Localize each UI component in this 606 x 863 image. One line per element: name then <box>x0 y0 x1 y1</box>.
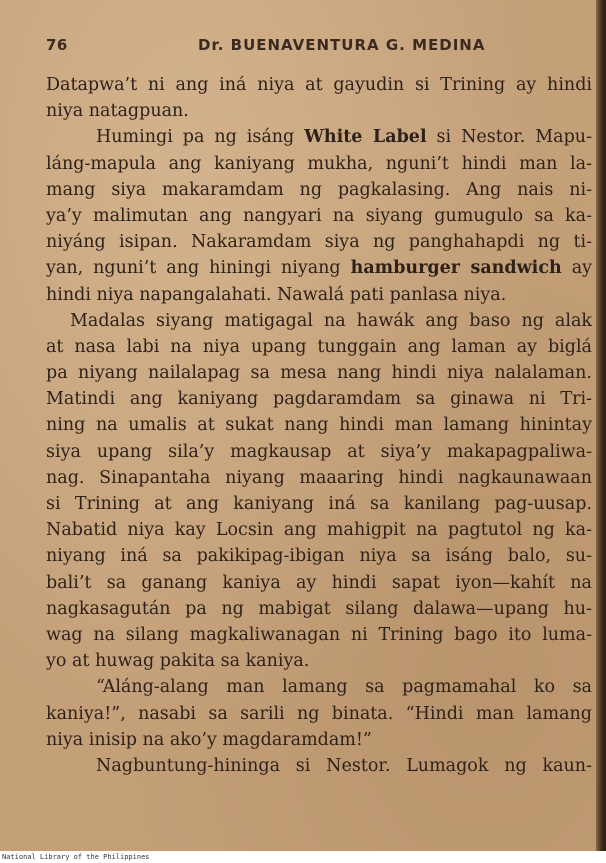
text-line: nagkasagután pa ng mabigat silang dalawa—upang hu- <box>46 598 592 619</box>
bold-term: White Label <box>304 127 427 148</box>
text-line <box>46 124 592 150</box>
text-segment: Humingi pa ng isáng <box>96 127 305 148</box>
bold-term: hamburger sandwich <box>350 258 562 279</box>
body-text <box>46 72 592 779</box>
text-line: Matindi ang kaniyang pagdaramdam sa ginawa ni Tri- <box>46 389 592 410</box>
text-line: Nagbuntung-hininga si Nestor. Lumagok ng kaun- <box>96 755 592 776</box>
running-head: Dr. BUENAVENTURA G. MEDINA <box>198 36 486 54</box>
page-number: 76 <box>46 36 68 54</box>
text-line: si Trining at ang kaniyang iná sa kanilang pag-uusap. <box>46 494 592 514</box>
text-line: ning na umalis at sukat nang hindi man lamang hinintay <box>46 415 592 436</box>
text-segment: yan, nguni’t ang hiningi niyang <box>46 258 351 279</box>
text-line: pa niyang nailalapag sa mesa nang hindi niya nalalaman. <box>46 363 592 384</box>
text-line: niyang iná sa pakikipag-ibigan niya sa isáng balo, su- <box>46 546 592 567</box>
text-line: niya natagpuan. <box>46 101 189 122</box>
text-line: niyáng isipan. Nakaramdam siya ng panghahapdi ng ti- <box>46 232 592 253</box>
text-line: Nabatid niya kay Locsin ang mahigpit na pagtutol ng ka- <box>46 520 592 541</box>
text-line: kaniya!”, nasabi sa sarili ng binata. “Hindi man lamang <box>46 703 592 724</box>
text-line: niya inisip na ako’y magdaramdam!” <box>46 729 372 750</box>
text-line: ya’y malimutan ang nangyari na siyang gumugulo sa ka- <box>46 205 592 226</box>
text-line: hindi niya napangalahati. Nawalá pati panlasa niya. <box>46 284 507 305</box>
text-line: nag. Sinapantaha niyang maaaring hindi nagkaunawaan <box>46 467 592 488</box>
text-line: mang siya makaramdam ng pagkalasing. Ang nais ni- <box>46 179 592 200</box>
text-line <box>46 255 592 281</box>
text-segment: ay <box>561 258 592 279</box>
text-line: láng-mapula ang kaniyang mukha, nguni’t hindi man la- <box>46 153 592 174</box>
text-line: Madalas siyang matigagal na hawák ang baso ng alak <box>70 310 592 331</box>
page-edge <box>596 0 606 851</box>
text-line: wag na silang magkaliwanagan ni Trining bago ito luma- <box>46 624 592 645</box>
text-line: Datapwa’t ni ang iná niya at gayudin si Trining ay hindi <box>46 75 592 95</box>
page-header <box>46 36 546 56</box>
text-line: yo at huwag pakita sa kaniya. <box>46 651 310 672</box>
text-line: siya upang sila’y magkausap at siya’y makapagpaliwa- <box>46 441 592 462</box>
text-line: bali’t sa ganang kaniya ay hindi sapat iyon—kahít na <box>46 572 592 593</box>
text-line: at nasa labi na niya upang tunggain ang laman ay biglá <box>46 336 592 357</box>
text-line: “Aláng-alang man lamang sa pagmamahal ko sa <box>96 677 592 698</box>
footer-credit: National Library of the Philippines <box>2 853 150 861</box>
text-segment: si Nestor. Mapu- <box>426 127 592 148</box>
